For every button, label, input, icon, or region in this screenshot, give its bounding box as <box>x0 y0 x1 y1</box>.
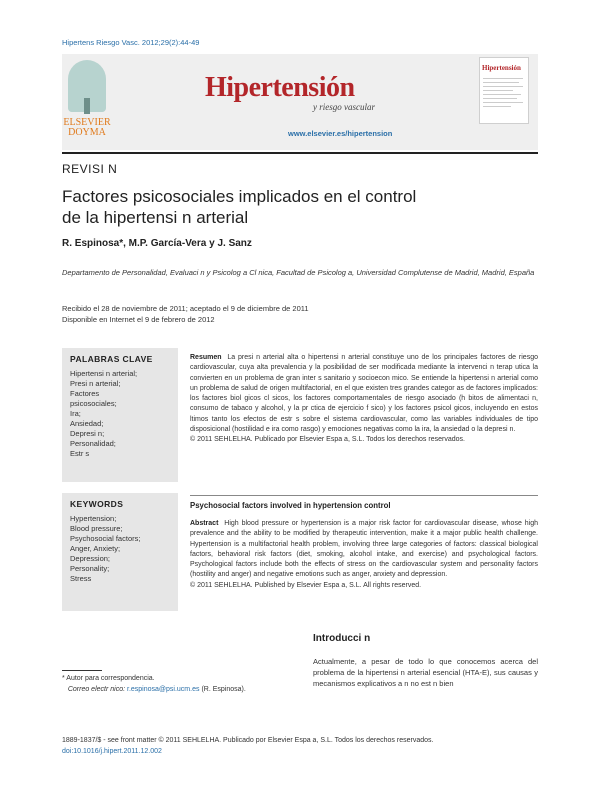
keyword-en: Blood pressure; <box>70 524 123 533</box>
keyword-en: Psychosocial factors; <box>70 534 141 543</box>
keyword-es: Ansiedad; <box>70 419 104 428</box>
journal-title: Hipertensión <box>205 72 355 103</box>
title-line-1: Factores psicosociales implicados en el control <box>62 187 417 206</box>
keywords-es-box <box>62 348 178 482</box>
section-label: REVISI N <box>62 162 118 176</box>
resumen-label: Resumen <box>190 354 222 361</box>
publisher-imprint: DOYMA <box>68 127 106 138</box>
footnote-rule <box>62 670 102 671</box>
keyword-es: psicosociales; <box>70 399 117 408</box>
keyword-en: Hypertension; <box>70 514 117 523</box>
keyword-es: Ira; <box>70 409 81 418</box>
journal-cover-thumbnail <box>479 57 529 124</box>
header-rule <box>62 152 538 154</box>
english-abstract-rule <box>190 495 538 496</box>
resumen-text: La presi n arterial alta o hipertensi n arterial constituye uno de los principales factores de riesgo cardiovascular, cuya alta prevalencia y la posibilidad de ser modificada mediante la intervenci n terap utica la convierten en un problema de gran inter s sanitario y socioecon mico. Se entiende la hipertensi n arterial como un problema de salud de origen multifactorial, en el que existen tres grandes categor as de factores implicados: los factores biol gicos cl sicos, los factores comportamentales de riesgo asociado (h bitos de alimentaci n, consumo de tabaco y alcohol, y la pr ctica de ejercicio f sico) y los factores psicol gicos, incluyendo en estos ltimos tanto los efectos de estr s sobre el sistema cardiovascular, como las variables individuales de tipo disposicional (hostilidad e ira como rasgo) y emociones negativas como la ira, la ansiedad o la depresi n. <box>190 354 538 434</box>
keywords-es-heading: PALABRAS CLAVE <box>70 354 153 364</box>
footnote-email-label: Correo electr nico: <box>67 685 126 693</box>
doi-link[interactable]: doi:10.1016/j.hipert.2011.12.002 <box>62 747 162 755</box>
keyword-es: Personalidad; <box>70 439 116 448</box>
journal-subtitle: y riesgo vascular <box>313 102 375 112</box>
footnote-author: * Autor para correspondencia. <box>62 675 155 682</box>
online-date: Disponible en Internet el 9 de febrero de 2012 <box>62 314 215 324</box>
keyword-es: Factores <box>70 389 100 398</box>
keyword-en: Personality; <box>70 564 110 573</box>
abstract-label: Abstract <box>190 520 219 527</box>
keywords-en-heading: KEYWORDS <box>70 499 124 509</box>
citation: Hipertens Riesgo Vasc. 2012;29(2):44-49 <box>62 38 200 47</box>
issn-text: 1889-1837/$ - see front matter © 2011 SEHLELHA. Publicado por Elsevier Espa a, S.L. Todos los derechos reservados. <box>62 737 434 744</box>
abstract-text: High blood pressure or hypertension is a major risk factor for cardiovascular disease, whose high prevalence and the ability to be modified by therapeutic intervention, make it a major public health challenge. Hypertension is a multifactorial health problem, involving three large categories of factors: classical biological factors, behavioral risk factors (diet, smoking, alcohol intake, and exercise) and psychological factors. Psychological factors include both the effects of stress on the cardiovascular system and personality factors (hostility and anger) and negative emotions such as anger, anxiety and depression. <box>190 520 538 579</box>
intro-heading: Introducci n <box>313 633 371 644</box>
keyword-es: Hipertensi n arterial; <box>70 369 138 378</box>
resumen-block <box>190 353 538 446</box>
keyword-es: Estr s <box>70 449 90 458</box>
affiliation: Departamento de Personalidad, Evaluaci n y Psicolog a Cl nica, Facultad de Psicolog a, Universidad Complutense de Madrid, Madrid, España <box>62 268 535 277</box>
elsevier-trunk <box>84 98 90 114</box>
keywords-en-box <box>62 493 178 611</box>
issn-line <box>62 736 538 757</box>
keyword-en: Stress <box>70 574 92 583</box>
keyword-en: Depression; <box>70 554 111 563</box>
received-date: Recibido el 28 de noviembre de 2011; aceptado el 9 de diciembre de 2011 <box>62 304 309 313</box>
publisher-name: ELSEVIER <box>63 117 111 128</box>
elsevier-logo <box>62 58 112 144</box>
keyword-en: Anger, Anxiety; <box>70 544 121 553</box>
abstract-block <box>190 519 538 591</box>
article-dates <box>62 304 538 325</box>
english-title: Psychosocial factors involved in hypertension control <box>190 501 391 510</box>
cover-title: Hipertensión <box>482 64 521 72</box>
resumen-copyright: © 2011 SEHLELHA. Publicado por Elsevier Espa a, S.L. Todos los derechos reservados. <box>190 436 465 444</box>
footnote-suffix: (R. Espinosa). <box>201 685 246 693</box>
footnote <box>62 674 292 695</box>
keyword-es: Presi n arterial; <box>70 379 121 388</box>
intro-text: Actualmente, a pesar de todo lo que conocemos acerca del problema de la hipertensi n arterial esencial (HTA-E), sus causas y mecanismos explicativos a n no est n bien <box>313 657 538 688</box>
abstract-copyright: © 2011 SEHLELHA. Published by Elsevier Espa a, S.L. All rights reserved. <box>190 581 422 589</box>
journal-url-link[interactable]: www.elsevier.es/hipertension <box>288 129 393 138</box>
email-link[interactable]: r.espinosa@psi.ucm.es <box>127 685 200 693</box>
article-title <box>62 186 482 228</box>
keyword-es: Depresi n; <box>70 429 105 438</box>
authors: R. Espinosa*, M.P. García-Vera y J. Sanz <box>62 238 252 249</box>
title-line-2: de la hipertensi n arterial <box>62 208 249 227</box>
